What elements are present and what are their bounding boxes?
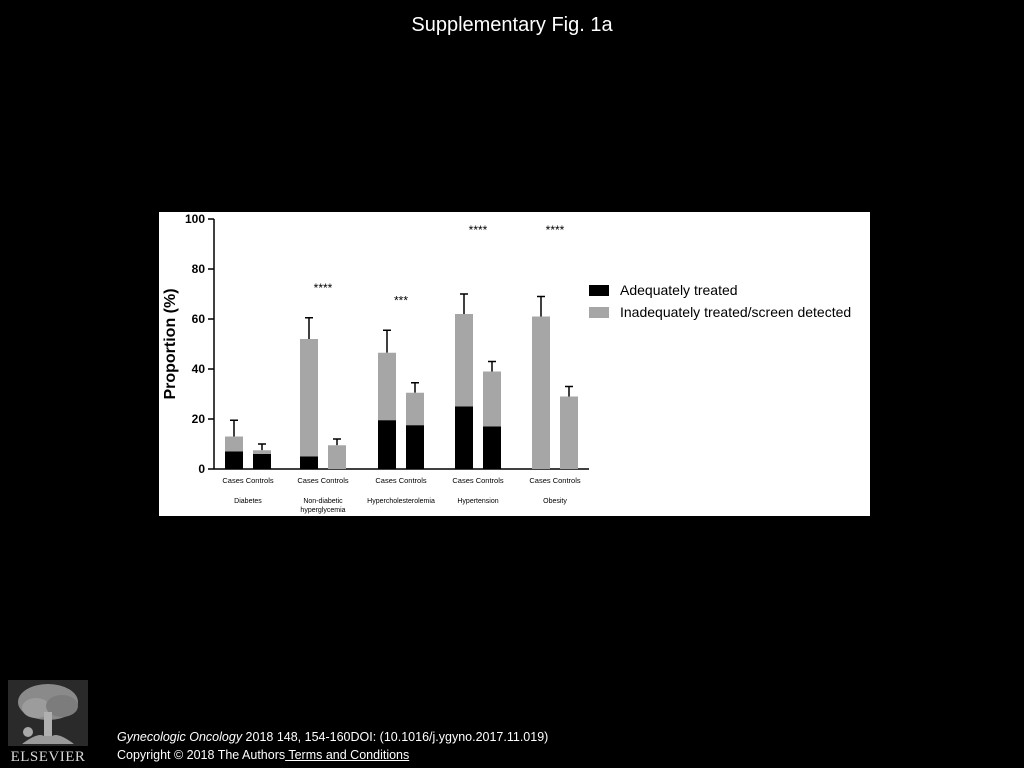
bar-inadequate	[560, 397, 578, 470]
bar-inadequate	[483, 372, 501, 427]
slide-title: Supplementary Fig. 1a	[411, 14, 613, 36]
bar-adequate	[455, 407, 473, 470]
y-tick-label: 0	[198, 462, 205, 476]
logo-wordmark: ELSEVIER	[10, 749, 86, 765]
significance-marker: ****	[468, 223, 488, 237]
elsevier-logo	[8, 680, 88, 766]
significance-marker: ****	[313, 280, 333, 295]
y-tick-label: 80	[191, 262, 205, 276]
legend-swatch	[589, 285, 609, 296]
y-tick-label: 100	[184, 212, 205, 226]
citation-details: 2018 148, 154-160DOI: (10.1016/j.ygyno.2017.11.019)	[242, 730, 549, 744]
bar-adequate	[253, 454, 271, 469]
significance-marker: ***	[393, 293, 409, 308]
bar-inadequate	[406, 393, 424, 426]
bar-labels: Cases Controls	[375, 476, 427, 485]
bar-labels: Cases Controls	[529, 476, 581, 485]
stacked-bar-chart	[159, 212, 870, 516]
bar-labels: Cases Controls	[222, 476, 274, 485]
bar-inadequate	[328, 445, 346, 469]
bar-adequate	[378, 420, 396, 469]
group-label: Hypercholesterolemia	[367, 498, 435, 505]
copyright-text: Copyright © 2018 The Authors	[117, 748, 286, 762]
legend-swatch	[589, 307, 609, 318]
bar-adequate	[406, 425, 424, 469]
legend-label: Adequately treated	[620, 282, 738, 298]
group-label: Hypertension	[457, 498, 499, 505]
y-tick-label: 20	[191, 412, 205, 426]
bar-adequate	[225, 452, 243, 470]
bar-inadequate	[455, 314, 473, 407]
journal-name: Gynecologic Oncology	[117, 730, 243, 744]
bar-inadequate	[300, 339, 318, 457]
legend-label: Inadequately treated/screen detected	[620, 304, 852, 320]
bar-adequate	[300, 457, 318, 470]
bar-labels: Cases Controls	[452, 476, 504, 485]
copyright	[117, 748, 409, 762]
terms-and-conditions-link[interactable]: Terms and Conditions	[285, 748, 410, 762]
tree-icon	[8, 680, 88, 746]
group-label: Diabetes	[234, 498, 262, 505]
group-label: hyperglycemia	[300, 507, 346, 514]
bar-adequate	[483, 427, 501, 470]
y-tick-label: 40	[191, 362, 205, 376]
bar-inadequate	[253, 450, 271, 454]
group-label: Obesity	[543, 498, 567, 505]
y-axis-label: Proportion (%)	[162, 288, 179, 400]
group-label: Non-diabetic	[303, 498, 343, 505]
bar-inadequate	[532, 317, 550, 470]
bar-inadequate	[225, 437, 243, 452]
citation	[117, 730, 548, 744]
figure-panel	[159, 212, 870, 516]
bar-labels: Cases Controls	[297, 476, 349, 485]
bar-inadequate	[378, 353, 396, 421]
significance-marker: ****	[545, 223, 565, 237]
y-tick-label: 60	[191, 312, 205, 326]
